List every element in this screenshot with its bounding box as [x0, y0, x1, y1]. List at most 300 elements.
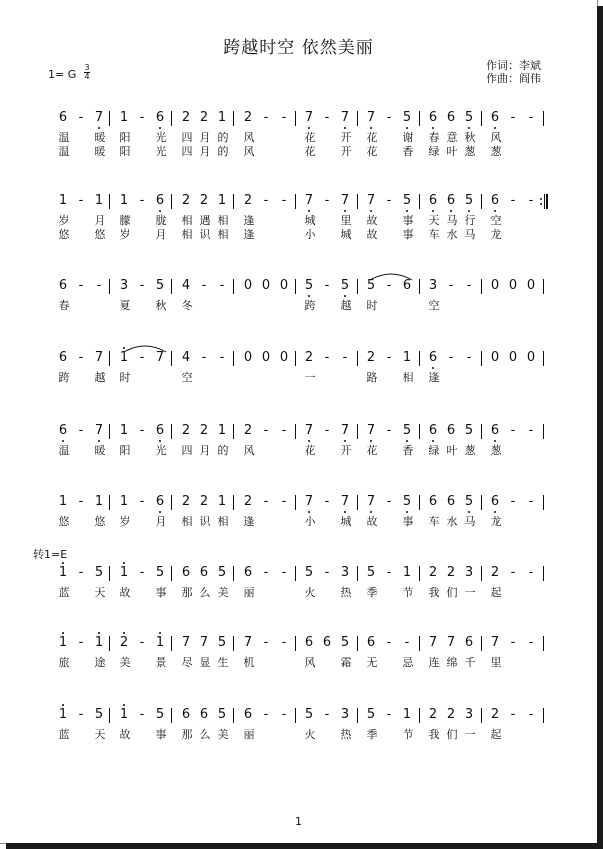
rest: 0 — [508, 350, 518, 365]
lyric-syllable: 季 — [366, 728, 378, 741]
lyric-line — [55, 131, 545, 145]
note: 6 — [487, 494, 503, 510]
duration-dash: - — [528, 565, 534, 580]
note: 7 — [91, 110, 107, 126]
lyric-syllable: 葱 — [464, 444, 476, 457]
lyric-syllable: 春 — [58, 299, 70, 312]
score-system — [55, 707, 545, 767]
duration-dash: - — [219, 278, 225, 293]
note: 5 — [217, 707, 227, 722]
lyric-syllable: 千 — [464, 656, 476, 669]
duration-dash: - — [466, 278, 472, 293]
lyric-syllable: 的 — [217, 444, 229, 457]
lyric-syllable: 里 — [340, 214, 352, 227]
note: 6 — [446, 494, 456, 509]
lyric-syllable: 们 — [446, 586, 458, 599]
note: 7 — [363, 193, 379, 209]
note: 6 — [58, 278, 68, 293]
rest: 0 — [261, 278, 271, 293]
note: 5 — [399, 423, 415, 439]
note: 2 — [428, 565, 438, 580]
duration-dash: - — [281, 110, 287, 125]
duration-dash: - — [528, 110, 534, 125]
lyric-syllable: 水 — [446, 515, 458, 528]
lyric-syllable: 美 — [119, 656, 131, 669]
note: 2 — [181, 423, 191, 438]
note: 3 — [464, 707, 474, 722]
lyric-syllable: 谢 — [402, 131, 414, 144]
barline — [109, 279, 110, 294]
duration-dash: - — [466, 350, 472, 365]
duration-dash: - — [324, 193, 330, 208]
note: 2 — [199, 494, 209, 509]
lyric-syllable: 识 — [199, 515, 211, 528]
lyric-syllable: 月 — [94, 214, 106, 227]
note: 6 — [304, 635, 314, 650]
lyric-syllable: 风 — [243, 145, 255, 158]
lyric-line — [55, 299, 545, 313]
rest: 0 — [526, 278, 536, 293]
note: 5 — [217, 565, 227, 580]
lyric-syllable: 时 — [366, 299, 378, 312]
duration-dash: - — [510, 565, 516, 580]
note: 7 — [301, 423, 317, 439]
note: 1 — [94, 494, 104, 509]
barline — [419, 279, 420, 294]
note: 6 — [446, 423, 456, 438]
note: 2 — [181, 193, 191, 208]
score-system — [55, 110, 545, 170]
barline — [233, 566, 234, 581]
note: 6 — [243, 565, 253, 580]
note: 7 — [446, 635, 456, 650]
lyric-line — [55, 728, 545, 742]
lyric-syllable: 故 — [366, 228, 378, 241]
duration-dash: - — [510, 110, 516, 125]
lyric-syllable: 显 — [199, 656, 211, 669]
barline — [295, 495, 296, 510]
duration-dash: - — [324, 707, 330, 722]
barline — [481, 566, 482, 581]
lyric-syllable: 逢 — [243, 228, 255, 241]
note: 2 — [199, 193, 209, 208]
barline — [295, 279, 296, 294]
lyric-syllable: 城 — [340, 228, 352, 241]
duration-dash: - — [386, 350, 392, 365]
duration-dash: - — [342, 350, 348, 365]
lyric-syllable: 马 — [464, 228, 476, 241]
note: 6 — [243, 707, 253, 722]
note: 7 — [155, 350, 165, 365]
barline — [543, 566, 544, 581]
lyric-syllable: 跨 — [58, 371, 70, 384]
lyric-syllable: 景 — [155, 656, 167, 669]
duration-dash: - — [386, 193, 392, 208]
duration-dash: - — [139, 423, 145, 438]
duration-dash: - — [219, 350, 225, 365]
duration-dash: - — [324, 110, 330, 125]
lyric-syllable: 四 — [181, 145, 193, 158]
note: 7 — [337, 193, 353, 209]
lyric-syllable: 花 — [304, 145, 316, 158]
lyric-line — [55, 228, 545, 242]
score-system — [55, 423, 545, 483]
lyric-syllable: 夏 — [119, 299, 131, 312]
lyric-syllable: 叶 — [446, 145, 458, 158]
barline — [109, 636, 110, 651]
lyric-syllable: 绿 — [428, 145, 440, 158]
duration-dash: - — [263, 423, 269, 438]
duration-dash: - — [78, 635, 84, 650]
duration-dash: - — [281, 565, 287, 580]
duration-dash: - — [528, 423, 534, 438]
lyric-syllable: 阳 — [119, 145, 131, 158]
duration-dash: - — [78, 707, 84, 722]
barline — [295, 351, 296, 366]
lyricist-credit: 作词：李斌 — [486, 59, 541, 72]
lyric-syllable: 花 — [366, 131, 378, 144]
lyric-syllable: 识 — [199, 228, 211, 241]
barline — [481, 424, 482, 439]
note: 7 — [363, 423, 379, 439]
rest: 0 — [490, 278, 500, 293]
lyric-syllable: 的 — [217, 131, 229, 144]
lyric-syllable: 节 — [402, 728, 414, 741]
note: 1 — [402, 350, 412, 365]
lyric-syllable: 悠 — [94, 515, 106, 528]
note: 5 — [340, 635, 350, 650]
time-signature-top: 3 — [84, 63, 90, 72]
lyric-syllable: 们 — [446, 728, 458, 741]
key-signature: 1= G — [48, 68, 77, 81]
note: 2 — [428, 707, 438, 722]
barline — [171, 424, 172, 439]
barline — [233, 279, 234, 294]
time-signature-bottom: 4 — [84, 72, 90, 81]
lyric-syllable: 故 — [366, 214, 378, 227]
barline — [233, 708, 234, 723]
lyric-line — [55, 145, 545, 159]
note: 6 — [425, 193, 441, 209]
barline — [295, 636, 296, 651]
lyric-syllable: 马 — [464, 515, 476, 528]
lyric-syllable: 么 — [199, 586, 211, 599]
note: 6 — [152, 494, 168, 510]
duration-dash: - — [263, 565, 269, 580]
barline — [543, 279, 544, 294]
barline — [357, 351, 358, 366]
duration-dash: - — [404, 635, 410, 650]
lyric-syllable: 相 — [217, 228, 229, 241]
barline — [171, 279, 172, 294]
barline — [357, 636, 358, 651]
note: 7 — [199, 635, 209, 650]
note: 3 — [119, 278, 129, 293]
duration-dash: - — [510, 707, 516, 722]
score-system — [55, 193, 545, 253]
score-system — [55, 565, 545, 625]
barline — [481, 495, 482, 510]
note: 1 — [152, 635, 168, 651]
lyric-syllable: 花 — [304, 444, 316, 457]
lyric-syllable: 路 — [366, 371, 378, 384]
duration-dash: - — [324, 350, 330, 365]
lyric-syllable: 事 — [402, 214, 414, 227]
lyric-syllable: 冬 — [181, 299, 193, 312]
lyric-syllable: 暖 — [94, 131, 106, 144]
duration-dash: - — [510, 193, 516, 208]
lyric-syllable: 天 — [428, 214, 440, 227]
lyric-syllable: 越 — [340, 299, 352, 312]
lyric-syllable: 空 — [181, 371, 193, 384]
barline — [109, 424, 110, 439]
barline — [419, 566, 420, 581]
lyric-syllable: 霜 — [340, 656, 352, 669]
duration-dash: - — [263, 193, 269, 208]
barline — [295, 194, 296, 209]
note: 7 — [94, 350, 104, 365]
note: 5 — [461, 494, 477, 510]
barline — [481, 636, 482, 651]
barline — [543, 424, 544, 439]
score-system — [55, 350, 545, 410]
barline — [109, 194, 110, 209]
lyric-syllable: 我 — [428, 586, 440, 599]
lyric-syllable: 四 — [181, 131, 193, 144]
note: 7 — [301, 193, 317, 209]
barline — [171, 111, 172, 126]
song-title: 跨越时空 依然美丽 — [223, 38, 374, 58]
lyric-syllable: 温 — [58, 444, 70, 457]
duration-dash: - — [386, 635, 392, 650]
lyric-syllable: 暖 — [94, 145, 106, 158]
note: 5 — [399, 110, 415, 126]
lyric-syllable: 温 — [58, 145, 70, 158]
lyric-syllable: 旅 — [58, 656, 70, 669]
lyric-line — [55, 444, 545, 458]
note: 5 — [337, 278, 353, 294]
duration-dash: - — [78, 423, 84, 438]
barline — [295, 566, 296, 581]
note: 6 — [58, 110, 68, 125]
rest: 0 — [490, 350, 500, 365]
lyric-syllable: 月 — [155, 228, 167, 241]
note: 2 — [181, 494, 191, 509]
lyric-syllable: 事 — [402, 228, 414, 241]
lyric-syllable: 忌 — [402, 656, 414, 669]
note: 2 — [446, 565, 456, 580]
note: 1 — [217, 494, 227, 509]
lyric-syllable: 小 — [304, 228, 316, 241]
duration-dash: - — [324, 494, 330, 509]
lyric-syllable: 么 — [199, 728, 211, 741]
duration-dash: - — [263, 635, 269, 650]
barline — [109, 566, 110, 581]
note: 7 — [428, 635, 438, 650]
note: 2 — [181, 110, 191, 125]
duration-dash: - — [281, 707, 287, 722]
note: 5 — [304, 565, 314, 580]
note: 5 — [155, 278, 165, 293]
lyric-line — [55, 214, 545, 228]
note: 5 — [366, 707, 376, 722]
lyric-syllable: 生 — [217, 656, 229, 669]
lyric-syllable: 龙 — [490, 515, 502, 528]
barline — [171, 566, 172, 581]
lyric-syllable: 火 — [304, 586, 316, 599]
barline — [109, 708, 110, 723]
duration-dash: - — [510, 494, 516, 509]
lyric-line — [55, 586, 545, 600]
barline — [419, 495, 420, 510]
duration-dash: - — [386, 110, 392, 125]
lyric-syllable: 那 — [181, 586, 193, 599]
barline — [481, 351, 482, 366]
slur — [369, 271, 413, 281]
barline — [233, 351, 234, 366]
lyric-syllable: 暖 — [94, 444, 106, 457]
lyric-syllable: 岁 — [119, 228, 131, 241]
page-shadow-right — [597, 6, 603, 849]
lyric-syllable: 绵 — [446, 656, 458, 669]
barline — [419, 708, 420, 723]
note: 6 — [181, 565, 191, 580]
duration-dash: - — [139, 565, 145, 580]
barline — [233, 424, 234, 439]
lyric-syllable: 相 — [217, 214, 229, 227]
lyric-syllable: 葱 — [490, 145, 502, 158]
note: 5 — [461, 110, 477, 126]
barline — [543, 495, 544, 510]
note: 1 — [119, 494, 129, 509]
note: 1 — [402, 707, 412, 722]
lyric-syllable: 逢 — [428, 371, 440, 384]
lyric-syllable: 车 — [428, 228, 440, 241]
duration-dash: - — [528, 635, 534, 650]
lyric-syllable: 故 — [366, 515, 378, 528]
note: 2 — [366, 350, 376, 365]
note: 3 — [428, 278, 438, 293]
duration-dash: - — [139, 494, 145, 509]
lyric-syllable: 朦 — [119, 214, 131, 227]
note: 5 — [94, 707, 104, 722]
note: 6 — [464, 635, 474, 650]
duration-dash: - — [448, 350, 454, 365]
lyric-syllable: 空 — [490, 214, 502, 227]
barline — [481, 279, 482, 294]
note: 3 — [340, 707, 350, 722]
lyric-syllable: 起 — [490, 586, 502, 599]
lyric-syllable: 意 — [446, 131, 458, 144]
barline — [419, 351, 420, 366]
note: 7 — [301, 110, 317, 126]
note: 6 — [425, 423, 441, 439]
note: 6 — [152, 193, 168, 209]
barline — [543, 708, 544, 723]
lyric-syllable: 丽 — [243, 728, 255, 741]
duration-dash: - — [139, 278, 145, 293]
score-system — [55, 494, 545, 554]
score-system — [55, 635, 545, 695]
barline — [357, 495, 358, 510]
rest: 0 — [279, 350, 289, 365]
note: 1 — [217, 423, 227, 438]
duration-dash: - — [386, 278, 392, 293]
lyric-syllable: 开 — [340, 444, 352, 457]
duration-dash: - — [510, 423, 516, 438]
note: 5 — [366, 565, 376, 580]
duration-dash: - — [528, 494, 534, 509]
lyric-syllable: 风 — [243, 131, 255, 144]
note: 6 — [428, 494, 438, 509]
note: 6 — [487, 193, 503, 209]
note: 2 — [116, 635, 132, 651]
duration-dash: - — [448, 278, 454, 293]
note: 5 — [366, 278, 376, 293]
note: 5 — [399, 494, 415, 510]
lyric-syllable: 故 — [119, 586, 131, 599]
lyric-syllable: 花 — [366, 145, 378, 158]
barline — [109, 351, 110, 366]
duration-dash: - — [139, 193, 145, 208]
lyric-syllable: 四 — [181, 444, 193, 457]
rest: 0 — [508, 278, 518, 293]
note: 1 — [55, 635, 71, 651]
note: 7 — [301, 494, 317, 510]
note: 5 — [217, 635, 227, 650]
note: 6 — [402, 278, 412, 293]
duration-dash: - — [281, 423, 287, 438]
lyric-syllable: 无 — [366, 656, 378, 669]
note: 2 — [243, 110, 253, 125]
barline — [357, 279, 358, 294]
note: 1 — [94, 193, 104, 208]
lyric-line — [55, 371, 545, 385]
barline — [295, 424, 296, 439]
barline — [419, 194, 420, 209]
note: 6 — [152, 110, 168, 126]
barline — [419, 111, 420, 126]
lyric-syllable: 月 — [199, 131, 211, 144]
note: 6 — [366, 635, 376, 650]
rest: 0 — [526, 350, 536, 365]
note: 1 — [55, 707, 71, 723]
note: 6 — [443, 193, 459, 209]
barline — [481, 708, 482, 723]
lyric-syllable: 事 — [155, 586, 167, 599]
barline — [357, 566, 358, 581]
duration-dash: - — [139, 110, 145, 125]
barline — [357, 708, 358, 723]
duration-dash: - — [139, 707, 145, 722]
note: 1 — [58, 494, 68, 509]
note: 3 — [340, 565, 350, 580]
barline — [171, 636, 172, 651]
lyric-syllable: 悠 — [58, 228, 70, 241]
lyric-syllable: 开 — [340, 145, 352, 158]
note: 2 — [243, 494, 253, 509]
note: 5 — [461, 193, 477, 209]
note: 2 — [243, 193, 253, 208]
lyric-syllable: 绿 — [428, 444, 440, 457]
barline — [171, 194, 172, 209]
duration-dash: - — [263, 494, 269, 509]
duration-dash: - — [528, 707, 534, 722]
duration-dash: - — [78, 350, 84, 365]
lyric-syllable: 香 — [402, 145, 414, 158]
lyric-syllable: 尽 — [181, 656, 193, 669]
lyric-syllable: 故 — [119, 728, 131, 741]
